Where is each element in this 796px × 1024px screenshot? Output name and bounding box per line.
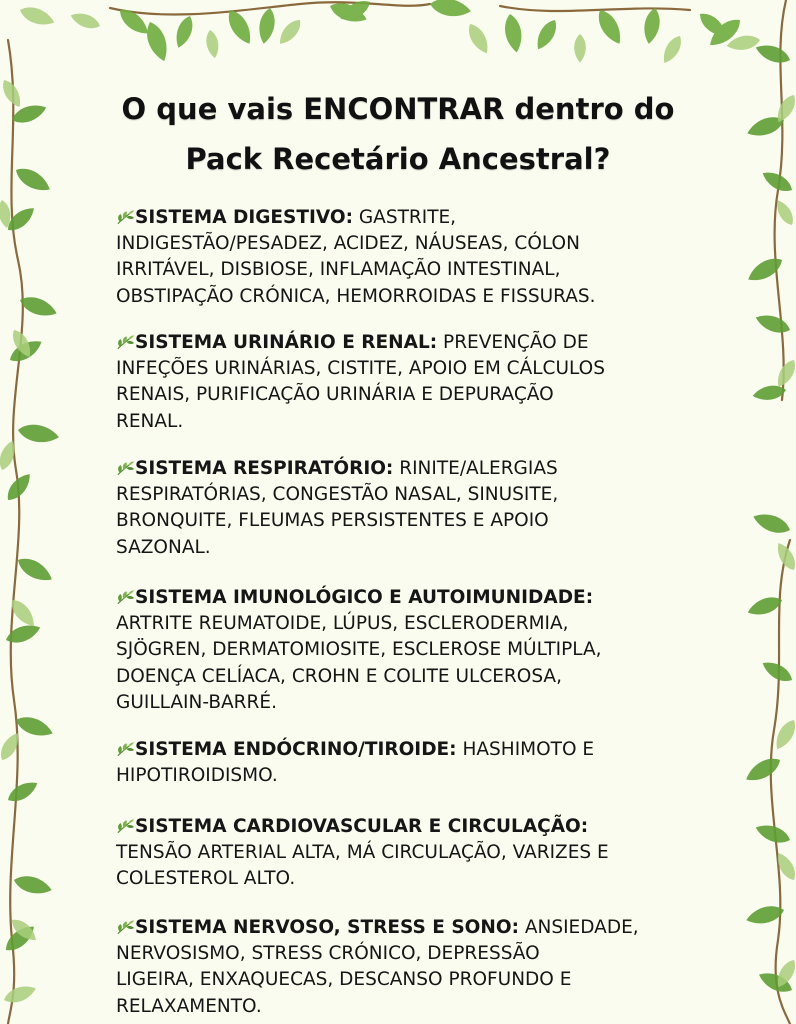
section-text-line: IRRITÁVEL, DISBIOSE, INFLAMAÇÃO INTESTINAL, (116, 259, 561, 281)
herb-icon (116, 739, 135, 755)
section-4 (116, 585, 696, 716)
section-text-line: RENAIS, PURIFICAÇÃO URINÁRIA E DEPURAÇÃO (116, 384, 554, 406)
section-heading: SISTEMA RESPIRATÓRIO: (135, 458, 394, 479)
section-heading-line (116, 330, 696, 356)
section-text-start: GASTRITE, (352, 207, 457, 228)
section-2 (116, 330, 696, 435)
section-7 (116, 915, 696, 1020)
herb-icon (116, 332, 135, 348)
herb-icon (116, 816, 135, 832)
section-1 (116, 205, 696, 310)
section-text-line: ARTRITE REUMATOIDE, LÚPUS, ESCLERODERMIA, (116, 613, 569, 635)
section-3 (116, 456, 696, 561)
section-text-line: INFEÇÕES URINÁRIAS, CISTITE, APOIO EM CÁLCULOS (116, 358, 605, 380)
section-text-start: RINITE/ALERGIAS (393, 458, 558, 479)
section-heading-line (116, 456, 696, 482)
section-heading: SISTEMA DIGESTIVO: (135, 207, 353, 228)
herb-icon (116, 917, 135, 933)
section-6 (116, 814, 696, 893)
section-text-line: SJÖGREN, DERMATOMIOSITE, ESCLEROSE MÚLTIPLA, (116, 639, 602, 661)
herb-icon (116, 587, 135, 603)
section-text-line: NERVOSISMO, STRESS CRÓNICO, DEPRESSÃO (116, 943, 540, 965)
herb-icon (116, 458, 135, 474)
section-text-line: GUILLAIN-BARRÉ. (116, 691, 277, 713)
section-text-line: SAZONAL. (116, 536, 211, 558)
section-heading-line (116, 585, 696, 611)
section-text-line: RESPIRATÓRIAS, CONGESTÃO NASAL, SINUSITE, (116, 484, 559, 506)
herb-icon (116, 207, 135, 223)
section-text-line: TENSÃO ARTERIAL ALTA, MÁ CIRCULAÇÃO, VARIZES E (116, 842, 609, 864)
section-text-line: DOENÇA CELÍACA, CROHN E COLITE ULCEROSA, (116, 665, 562, 687)
section-heading: SISTEMA ENDÓCRINO/TIROIDE: (135, 739, 457, 760)
section-heading: SISTEMA CARDIOVASCULAR E CIRCULAÇÃO: (135, 816, 589, 837)
section-heading: SISTEMA IMUNOLÓGICO E AUTOIMUNIDADE: (135, 587, 594, 608)
section-text-line: OBSTIPAÇÃO CRÓNICA, HEMORROIDAS E FISSURAS. (116, 285, 596, 307)
section-text-line: INDIGESTÃO/PESADEZ, ACIDEZ, NÁUSEAS, CÓLON (116, 233, 580, 255)
section-text-line: BRONQUITE, FLEUMAS PERSISTENTES E APOIO (116, 510, 549, 532)
section-text-start: PREVENÇÃO DE (437, 332, 589, 353)
page-title-line-1: O que vais ENCONTRAR dentro do (121, 92, 675, 126)
section-text-line: LIGEIRA, ENXAQUECAS, DESCANSO PROFUNDO E (116, 969, 572, 991)
section-heading-line (116, 205, 696, 231)
page-title-line-2: Pack Recetário Ancestral? (185, 142, 611, 176)
section-heading-line (116, 915, 696, 941)
section-heading: SISTEMA NERVOSO, STRESS E SONO: (135, 917, 519, 938)
section-text-start: HASHIMOTO E (456, 739, 595, 760)
section-heading-line (116, 814, 696, 840)
section-text-line: RELAXAMENTO. (116, 995, 262, 1017)
section-text-line: HIPOTIROIDISMO. (116, 765, 278, 787)
section-text-line: RENAL. (116, 410, 184, 432)
section-5 (116, 737, 696, 789)
page-title (100, 84, 696, 184)
section-heading: SISTEMA URINÁRIO E RENAL: (135, 332, 438, 353)
section-text-line: COLESTEROL ALTO. (116, 868, 296, 890)
section-text-start: ANSIEDADE, (518, 917, 639, 938)
section-heading-line (116, 737, 696, 763)
